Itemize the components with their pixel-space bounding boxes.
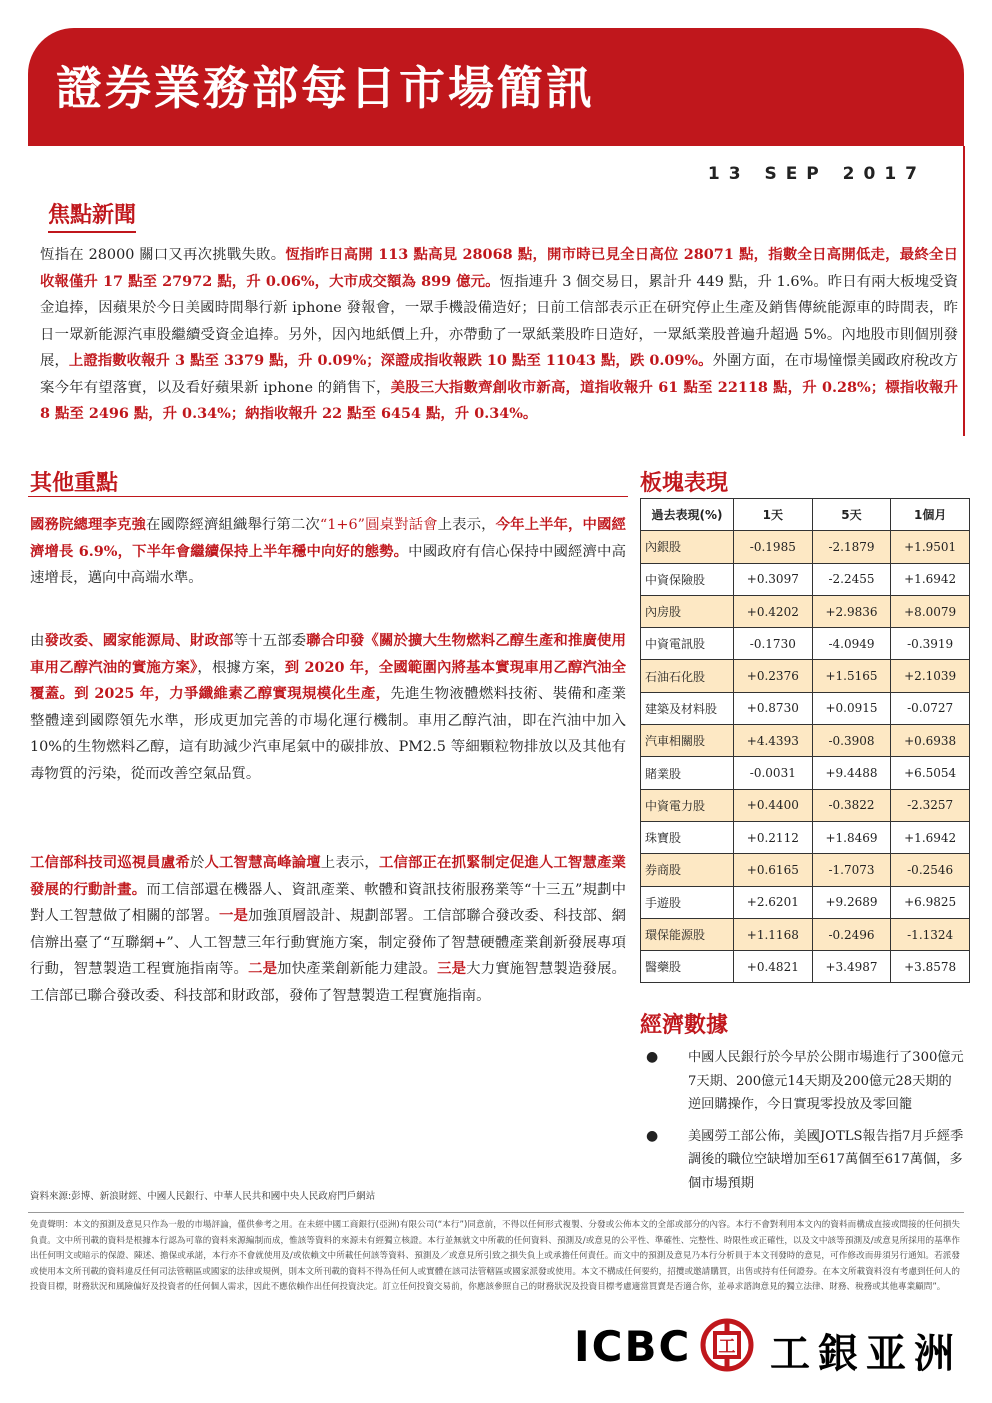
one-day-cell: +0.4821: [734, 951, 813, 983]
table-row: [641, 531, 970, 563]
one-month-cell: +1.9501: [891, 531, 970, 563]
five-day-cell: +1.5165: [812, 660, 891, 692]
five-day-cell: -2.2455: [812, 563, 891, 595]
table-row: [641, 725, 970, 757]
five-day-cell: +9.2689: [812, 886, 891, 918]
list-item: [646, 1125, 964, 1196]
bullet-icon: ●: [646, 1049, 659, 1065]
one-day-cell: +0.2112: [734, 821, 813, 853]
report-date: 13 SEP 2017: [707, 164, 926, 184]
highlight-paragraph-1: [30, 512, 626, 592]
focus-news-paragraph: [40, 242, 958, 428]
table-row: [641, 789, 970, 821]
five-day-cell: +1.8469: [812, 821, 891, 853]
logo-text-cn: 工銀亚洲: [770, 1331, 962, 1377]
five-day-cell: -0.3822: [812, 789, 891, 821]
five-day-cell: +2.9836: [812, 595, 891, 627]
emblem-glyph: 工: [718, 1337, 736, 1357]
highlighted-text: 人工智慧高峰論壇: [204, 854, 321, 871]
five-day-cell: +9.4488: [812, 757, 891, 789]
highlighted-text: 美股三大指數齊創收市新高，道指收報升 61 點至 22118 點，升 0.28%；標指收報升 8 點至 2496 點，升 0.34%；納指收報升 22 點至 6454 點，升 0.34%。: [40, 378, 958, 422]
highlighted-text: 聯合印發《關於擴大生物燃料乙醇生產和推廣使用車用乙醇汽油的實施方案》: [30, 632, 626, 676]
one-day-cell: +0.3097: [734, 563, 813, 595]
table-row: [641, 951, 970, 983]
icbc-emblem-icon: [700, 1318, 754, 1372]
body-text: “1+6”圓桌對話會: [319, 517, 438, 533]
body-text: 於: [189, 855, 205, 871]
sector-name-cell: 環保能源股: [641, 918, 734, 950]
body-text: 外圍方面，在市場憧憬美國政府稅改方案今年有望落實，以及看好蘋果新 iphone 的銷售下，: [40, 353, 958, 396]
one-month-cell: +6.9825: [891, 886, 970, 918]
body-text: 加快產業創新能力建設。: [277, 961, 438, 977]
column-header: 過去表現(%): [641, 499, 734, 531]
five-day-cell: -0.3908: [812, 725, 891, 757]
one-month-cell: -0.2546: [891, 854, 970, 886]
body-text: 恆指在 28000 關口又再次挑戰失敗。: [40, 247, 286, 263]
highlighted-text: 今年上半年，中國經濟增長 6.9%，下半年會繼續保持上半年穩中向好的態勢。: [30, 516, 626, 560]
highlighted-text: 二是: [248, 960, 278, 977]
table-row: [641, 854, 970, 886]
highlighted-text: 恆指昨日高開 113 點高見 28068 點，開市時已見全日高位 28071 點，指數全日高開低走，最終全日收報僅升 17 點至 27972 點，升 0.06%，大市成交額為 899 億元。: [40, 246, 959, 290]
table-header-row: [641, 499, 970, 531]
highlight-paragraph-3: [30, 850, 626, 1009]
one-month-cell: +3.8578: [891, 951, 970, 983]
other-highlights-title: 其他重點: [30, 471, 119, 496]
table-row: [641, 660, 970, 692]
table-row: [641, 692, 970, 724]
body-text: 恆指連升 3 個交易日，累計升 449 點，升 1.6%。昨日有兩大板塊受資金追捧，因蘋果於今日美國時間舉行新 iphone 發報會，一眾手機設備造好；日前工信部表示正在研究停止生產及銷售傳統能源車的時間表，昨日一眾新能源汽車股繼續受資金追捧。另外，因內地紙價上升，亦帶動了一眾紙業股昨日造好，一眾紙業股普遍升超過 5%。內地股市則個別發展，: [40, 273, 958, 369]
list-item-text: 中國人民銀行於今早於公開市場進行了300億元7天期、200億元14天期及200億元28天期的逆回購操作，今日實現零投放及零回籠: [688, 1050, 964, 1112]
page-title: 證券業務部每日市場簡訊: [56, 61, 595, 115]
divider: [28, 1212, 964, 1213]
one-month-cell: +0.6938: [891, 725, 970, 757]
table-row: [641, 918, 970, 950]
sector-performance-table: [640, 498, 970, 983]
one-month-cell: +2.1039: [891, 660, 970, 692]
five-day-cell: +0.0915: [812, 692, 891, 724]
column-header: 1個月: [891, 499, 970, 531]
data-source: 資料來源:彭博、新浪財經、中國人民銀行、中華人民共和國中央人民政府門戶網站: [30, 1191, 376, 1202]
sector-name-cell: 券商股: [641, 854, 734, 886]
table-row: [641, 757, 970, 789]
table-row: [641, 821, 970, 853]
highlighted-text: 一是: [219, 907, 249, 924]
one-day-cell: -0.1730: [734, 628, 813, 660]
sector-name-cell: 中資保險股: [641, 563, 734, 595]
body-text: 先進生物液體燃料技術、裝備和產業整體達到國際領先水準，形成更加完善的市場化運行機制。車用乙醇汽油，即在汽油中加入 10%的生物燃料乙醇，這有助減少汽車尾氣中的碳排放、PM2.5 等細顆粒物排放以及其他有毒物質的污染，從而改善空氣品質。: [30, 686, 626, 782]
one-month-cell: +1.6942: [891, 821, 970, 853]
one-month-cell: -0.0727: [891, 692, 970, 724]
one-month-cell: -2.3257: [891, 789, 970, 821]
one-month-cell: -0.3919: [891, 628, 970, 660]
table-row: [641, 886, 970, 918]
highlighted-text: 工信部正在抓緊制定促進人工智慧產業發展的行動計畫。: [30, 854, 626, 898]
column-header: 5天: [812, 499, 891, 531]
one-day-cell: -0.1985: [734, 531, 813, 563]
table-row: [641, 595, 970, 627]
disclaimer: 免責聲明：本文的預測及意見只作為一般的市場評論，僅供參考之用。在未經中國工商銀行(亞洲)有限公司(“本行”)同意前，不得以任何形式複製、分發或公佈本文的全部或部分的內容。本行不會對利用本文內的資料而構成直接或間接的任何損失負責。文中所刊載的資料是根據本行認為可靠的資料來源編制而成，惟該等資料的來源未有經獨立核證。本行並無就文中所載的任何資料、預測及/或意見的公平性、準確性、完整性、時限性或正確性，以及文中該等預測及/或意見所採用的基準作出任何明文或暗示的保證、陳述、擔保或承諾，本行亦不會就使用及/或依賴文中所載任何該等資料、預測及／或意見所引致之損失負上或承擔任何責任。而文中的預測及意見乃本行分析員于本文刊發時的意見，可作修改而毋須另行通知。若派發或使用本文所刊載的資料違反任何司法管轄區或國家的法律或規例，則本文所刊載的資料不得為任何人或實體在該司法管轄區或國家派發或使用。本文不構成任何要約，招攬或邀請購買，出售或持有任何證券。在本文所載資料沒有考慮到任何人的投資目標，財務狀況和風險偏好及投資者的任何個人需求，因此不應依賴作出任何投資決定。訂立任何投資交易前，你應該參照自己的財務狀況及投資目標考慮適當買賣是否適合你，並尋求諮詢意見的獨立法律、財務、稅務或其他專業顧問”。: [30, 1220, 960, 1292]
economic-data-title: 經濟數據: [640, 1013, 729, 1038]
sector-name-cell: 珠寶股: [641, 821, 734, 853]
five-day-cell: -2.1879: [812, 531, 891, 563]
table-body: [641, 531, 970, 983]
sector-name-cell: 建築及材料股: [641, 692, 734, 724]
one-month-cell: +8.0079: [891, 595, 970, 627]
highlighted-text: 國務院總理李克強: [30, 516, 146, 533]
one-day-cell: +4.4393: [734, 725, 813, 757]
body-text: 加強頂層設計、規劃部署。工信部聯合發改委、科技部、網信辦出臺了“互聯網+”、人工智慧三年行動實施方案，制定發佈了智慧硬體產業創新發展專項行動，智慧製造工程實施指南等。: [30, 908, 626, 977]
table-row: [641, 563, 970, 595]
sector-name-cell: 醫藥股: [641, 951, 734, 983]
one-day-cell: +0.6165: [734, 854, 813, 886]
five-day-cell: -1.7073: [812, 854, 891, 886]
highlighted-text: 發改委、國家能源局、財政部: [44, 632, 234, 649]
one-day-cell: +0.4400: [734, 789, 813, 821]
highlighted-text: 到 2020 年，全國範圍內將基本實現車用乙醇汽油全覆蓋。到 2025 年，力爭纖維素乙醇實現規模化生產，: [30, 658, 626, 702]
list-item: [646, 1046, 964, 1117]
one-day-cell: +0.2376: [734, 660, 813, 692]
icbc-logo: [574, 1318, 964, 1377]
sector-performance-title: 板塊表現: [640, 471, 729, 496]
highlighted-text: 工信部科技司巡視員盧希: [30, 854, 190, 871]
highlight-paragraph-2: [30, 628, 626, 787]
divider: [28, 496, 628, 497]
body-text: 大力實施智慧製造發展。工信部已聯合發改委、科技部和財政部，發佈了智慧製造工程實施指南。: [30, 961, 626, 1004]
economic-data-list: [646, 1046, 964, 1203]
list-item-text: 美國勞工部公佈，美國JOTLS報告指7月乒經季調後的職位空缺增加至617萬個至617萬個，多個市場預期: [688, 1128, 964, 1191]
highlighted-text: 三是: [437, 960, 467, 977]
one-day-cell: +0.4202: [734, 595, 813, 627]
one-day-cell: +1.1168: [734, 918, 813, 950]
sector-name-cell: 汽車相關股: [641, 725, 734, 757]
sector-name-cell: 內銀股: [641, 531, 734, 563]
sector-name-cell: 中資電訊股: [641, 628, 734, 660]
highlighted-text: 上證指數收報升 3 點至 3379 點，升 0.09%；深證成指收報跌 10 點至 11043 點，跌 0.09%。: [68, 352, 713, 369]
body-text: ，根據方案，: [197, 659, 285, 676]
body-text: 在國際經濟組織舉行第二次: [145, 517, 320, 533]
sector-name-cell: 內房股: [641, 595, 734, 627]
body-text: 等十五部委: [233, 633, 307, 649]
body-text: 上表示，: [320, 855, 379, 871]
five-day-cell: +3.4987: [812, 951, 891, 983]
sector-name-cell: 賭業股: [641, 757, 734, 789]
one-month-cell: +1.6942: [891, 563, 970, 595]
bullet-icon: ●: [646, 1127, 659, 1144]
column-header: 1天: [734, 499, 813, 531]
body-text: 而工信部還在機器人、資訊產業、軟體和資訊技術服務業等“十三五”規劃中對人工智慧做了相關的部署。: [30, 881, 626, 924]
body-text: 上表示，: [437, 517, 496, 533]
one-day-cell: +2.6201: [734, 886, 813, 918]
one-day-cell: -0.0031: [734, 757, 813, 789]
body-text: 由: [30, 633, 45, 649]
sector-name-cell: 石油石化股: [641, 660, 734, 692]
logo-text-en: ICBC: [574, 1322, 692, 1371]
focus-news-title: 焦點新聞: [48, 198, 136, 233]
body-text: 中國政府有信心保持中國經濟中高速增長，邁向中高端水準。: [30, 543, 626, 586]
one-month-cell: -1.1324: [891, 918, 970, 950]
one-month-cell: +6.5054: [891, 757, 970, 789]
table-row: [641, 628, 970, 660]
sector-name-cell: 手遊股: [641, 886, 734, 918]
sector-name-cell: 中資電力股: [641, 789, 734, 821]
five-day-cell: -0.2496: [812, 918, 891, 950]
five-day-cell: -4.0949: [812, 628, 891, 660]
one-day-cell: +0.8730: [734, 692, 813, 724]
